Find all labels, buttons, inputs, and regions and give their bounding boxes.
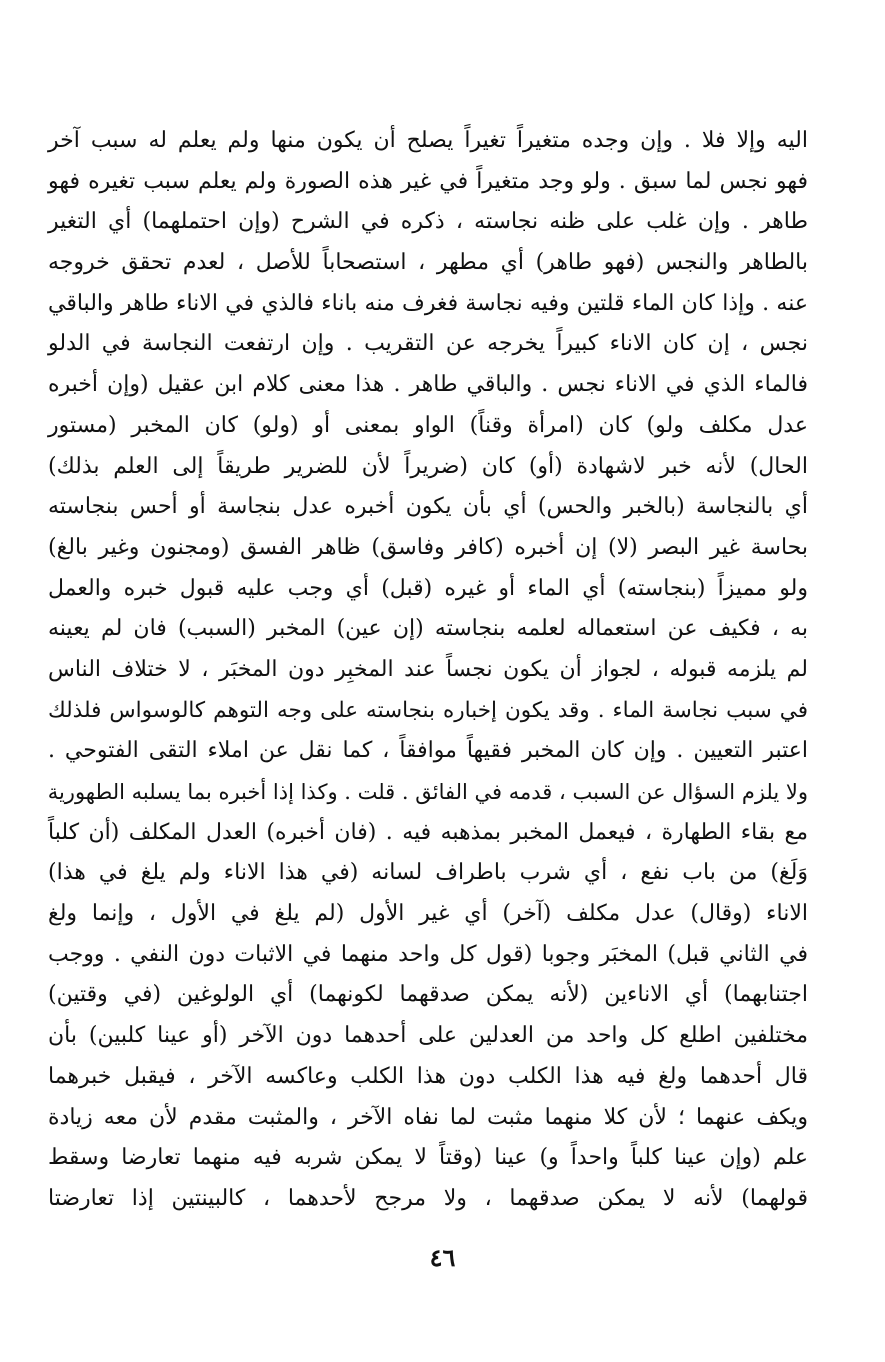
- text-line-20: الاناء (وقال) عدل مكلف (آخر) أي غير الأول (لم يلغ في الأول ، وإنما ولغ: [48, 901, 808, 927]
- text-line-10: أي بالنجاسة (بالخبر والحس) أي بأن يكون أخبره عدل بنجاسة أو أحس بنجاسته: [48, 494, 808, 520]
- text-line-26: علم (وإن عينا كلباً واحداً و) عينا (وقتاً لا يمكن شربه فيه منهما تعارضا وسقط: [48, 1145, 808, 1171]
- text-line-6: نجس ، إن كان الاناء كبيراً يخرجه عن التقريب . وإن ارتفعت النجاسة في الدلو: [48, 331, 808, 357]
- text-line-13: به ، فكيف عن استعماله لعلمه بنجاسته (إن عين) المخبر (السبب) فان لم يعينه: [48, 616, 808, 642]
- text-line-5: عنه . وإذا كان الماء قلتين وفيه نجاسة فغرف منه باناء فالذي في الاناء طاهر والباقي: [48, 290, 808, 316]
- body-text: [48, 121, 808, 1220]
- text-line-4: بالطاهر والنجس (فهو طاهر) أي مطهر ، استصحاباً للأصل ، لعدم تحقق خروجه: [48, 250, 808, 276]
- text-line-21: في الثاني قبل) المخبَر وجوبا (قول كل واحد منهما في الاثبات دون النفي . ووجب: [48, 941, 808, 967]
- text-line-1: اليه وإلا فلا . وإن وجده متغيراً تغيراً يصلح أن يكون منها ولم يعلم له سبب آخر: [48, 128, 808, 153]
- text-line-27: قولهما) لأنه لا يمكن صدقهما ، ولا مرجح لأحدهما ، كالبينتين إذا تعارضتا: [48, 1185, 808, 1211]
- text-line-22: اجتنابهما) أي الاناءين (لأنه يمكن صدقهما لكونهما) أي الولوغين (في وقتين): [48, 982, 808, 1008]
- text-line-8: عدل مكلف ولو) كان (امرأة وقناً) الواو بمعنى أو (ولو) كان المخبر (مستور: [48, 412, 808, 438]
- text-line-23: مختلفين اطلع كل واحد من العدلين على أحدهما دون الآخر (أو عينا كلبين) بأن: [48, 1023, 808, 1049]
- text-line-14: لم يلزمه قبوله ، لجواز أن يكون نجساً عند المخبِر دون المخبَر ، لا ختلاف الناس: [48, 656, 808, 682]
- text-line-24: قال أحدهما ولغ فيه هذا الكلب دون هذا الكلب وعاكسه الآخر ، فيقبل خبرهما: [48, 1063, 808, 1089]
- text-line-9: الحال) لأنه خبر لاشهادة (أو) كان (ضريراً لأن للضرير طريقاً إلى العلم بذلك): [48, 453, 808, 479]
- page-number: ٤٦: [429, 1243, 456, 1272]
- text-line-17: ولا يلزم السؤال عن السبب ، قدمه في الفائق . قلت . وكذا إذا أخبره بما يسلبه الطهورية: [47, 780, 808, 804]
- text-line-2: فهو نجس لما سبق . ولو وجد متغيراً في غير هذه الصورة ولم يعلم سبب تغيره فهو: [48, 168, 808, 194]
- text-line-7: فالماء الذي في الاناء نجس . والباقي طاهر . هذا معنى كلام ابن عقيل (وإن أخبره: [48, 372, 808, 398]
- text-line-25: ويكف عنهما ؛ لأن كلا منهما مثبت لما نفاه الآخر ، والمثبت مقدم لأن معه زيادة: [48, 1104, 808, 1130]
- text-line-16: اعتبر التعيين . وإن كان المخبر فقيهاً موافقاً ، كما نقل عن املاء التقى الفتوحي .: [48, 738, 808, 764]
- text-line-19: وَلَغ) من باب نفع ، أي شرب باطراف لسانه (في هذا الاناء ولم يلغ في هذا): [48, 860, 808, 886]
- text-line-11: بحاسة غير البصر (لا) إن أخبره (كافر وفاسق) ظاهر الفسق (ومجنون وغير بالغ): [48, 534, 808, 560]
- text-line-3: طاهر . وإن غلب على ظنه نجاسته ، ذكره في الشرح (وإن احتملهما) أي التغير: [48, 209, 808, 235]
- text-line-18: مع بقاء الطهارة ، فيعمل المخبر بمذهبه فيه . (فان أخبره) العدل المكلف (أن كلباً: [48, 819, 808, 845]
- text-line-15: في سبب نجاسة الماء . وقد يكون إخباره بنجاسته على وجه التوهم كالوسواس فلذلك: [48, 697, 808, 723]
- text-line-12: ولو مميزاً (بنجاسته) أي الماء أو غيره (قبل) أي وجب عليه قبول خبره والعمل: [48, 575, 808, 601]
